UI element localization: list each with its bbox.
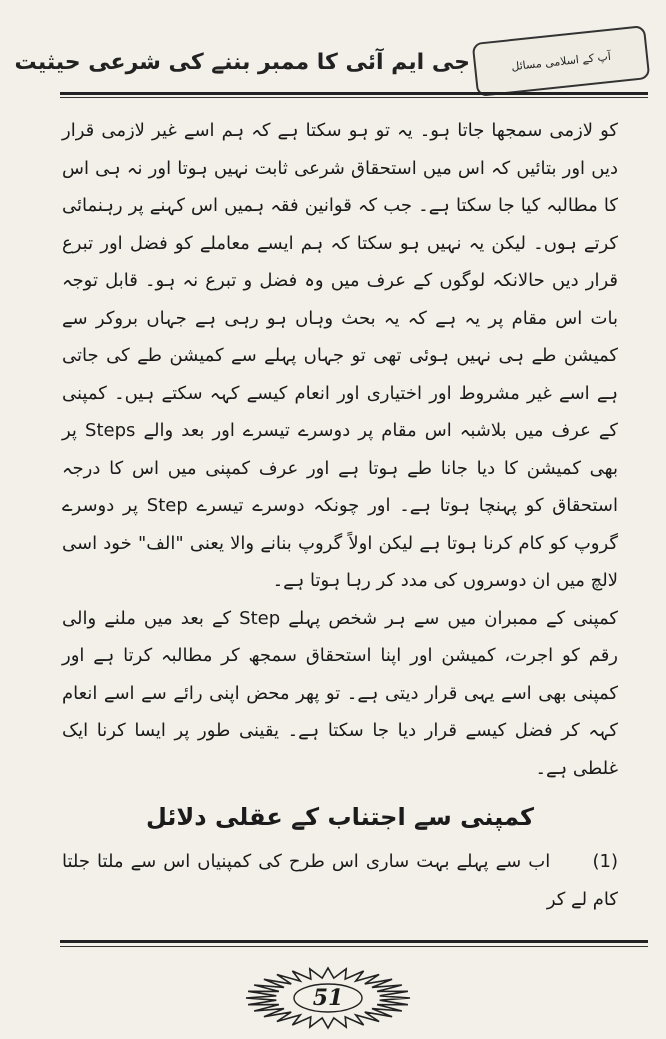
page-header	[14, 28, 648, 92]
section-heading: کمپنی سے اجتناب کے عقلی دلائل	[146, 803, 534, 831]
page-number: 51	[312, 985, 344, 1011]
running-title: جی ایم آئی کا ممبر بننے کی شرعی حیثیت	[14, 50, 470, 75]
paragraph-2: کمپنی کے ممبران میں سے ہر شخص پہلے Step کے بعد میں ملنے والی رقم کو اجرت، کمیشن اور اپنا استحقاق سمجھ کر مطالبہ کرتا ہے اور کمپنی بھی اسے یہی قرار دیتی ہے۔ تو پھر محض اپنی رائے سے اسے انعام کہہ کر فضل کیسے قرار دیا جا سکتا ہے۔ یقینی طور پر ایسا کرنا ایک غلطی ہے۔	[62, 607, 618, 779]
list-item	[62, 843, 618, 918]
list-item-text: اب سے پہلے بہت ساری اس طرح کی کمپنیاں اس سے ملتا جلتا کام لے کر	[62, 851, 618, 910]
book-title-badge: آپ کے اسلامی مسائل	[472, 25, 651, 97]
page-body	[62, 112, 618, 918]
paragraph-1: کو لازمی سمجھا جاتا ہو۔ یہ تو ہو سکتا ہے کہ ہم اسے غیر لازمی قرار دیں اور بتائیں کہ اس میں استحقاق شرعی ثابت نہیں ہوتا اور نہ ہی اس کا مطالبہ کیا جا سکتا ہے۔ جب کہ قوانین فقہ ہمیں اس کہنے پر رہنمائی کرتے ہوں۔ لیکن یہ نہیں ہو سکتا کہ ہم ایسے معاملے کو فضل اور تبرع قرار دیں حالانکہ لوگوں کے عرف میں وہ فضل و تبرع نہ ہو۔ قابل توجہ بات اس مقام پر یہ ہے کہ یہ بحث وہاں ہو رہی ہے جہاں بروکر سے کمیشن طے ہی نہیں ہوئی تھی تو جہاں پہلے سے کمیشن طے کی جاتی ہے اسے غیر مشروط اور اختیاری اور انعام کیسے کہہ سکتے ہیں۔ کمپنی کے عرف میں بلاشبہ اس مقام پر دوسرے تیسرے اور بعد والے Steps پر بھی کمیشن کا دیا جانا طے ہوتا ہے اور عرف کمپنی میں اس کا درجہ استحقاق کو پہنچا ہوتا ہے۔ اور چونکہ دوسرے تیسرے Step پر دوسرے گروپ کو کام کرنا ہوتا ہے لیکن اولاً گروپ بنانے والا یعنی "الف" خود اسی لالچ میں ان دوسروں کی مدد کر رہا ہوتا ہے۔	[62, 120, 618, 591]
footer-rule	[60, 940, 648, 943]
header-rule-thin	[60, 97, 648, 98]
list-item-number: (1)	[592, 851, 618, 872]
header-rule	[60, 92, 648, 95]
page-number-badge	[243, 966, 413, 1030]
footer-rule-thin	[60, 946, 648, 947]
